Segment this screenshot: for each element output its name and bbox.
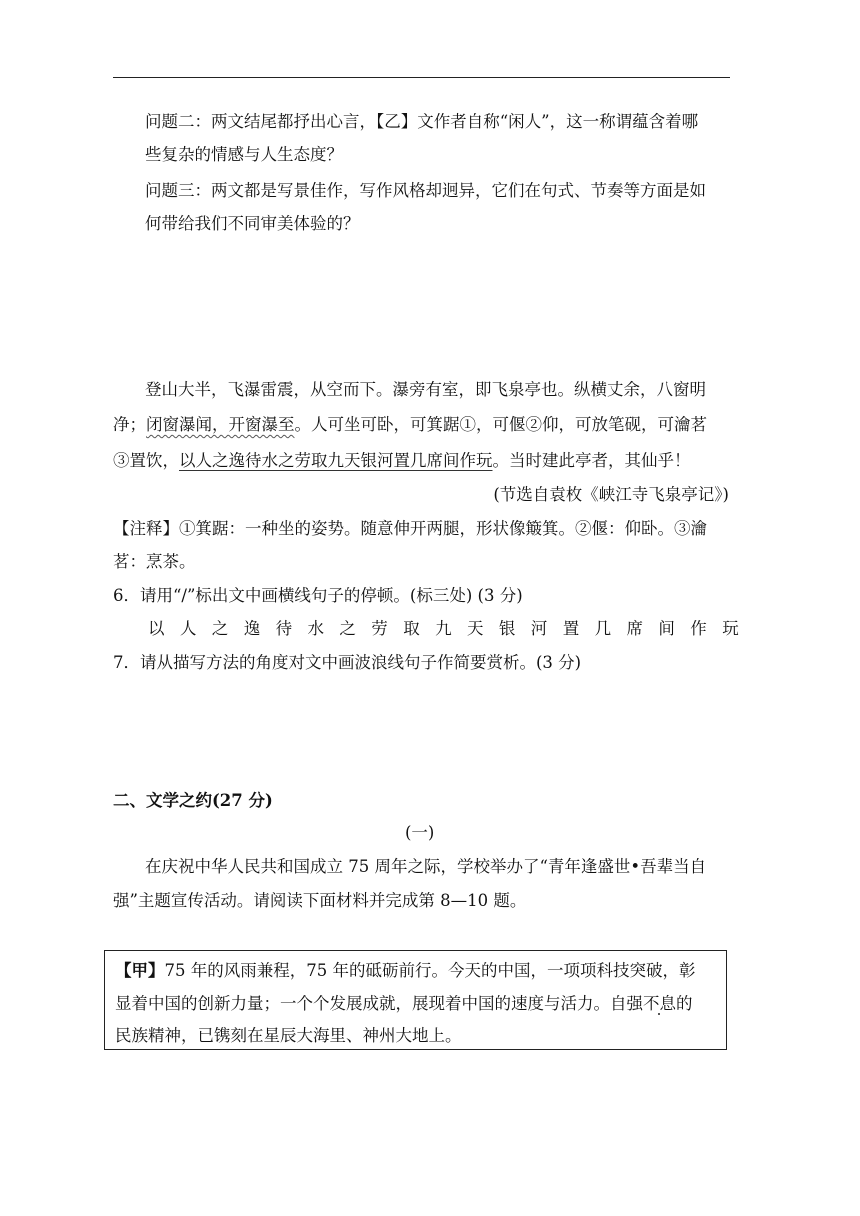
passage-line-2 bbox=[113, 414, 707, 436]
section-2-heading: 二、文学之约(27 分) bbox=[113, 791, 273, 810]
question-6-sentence: 以人之逸待水之劳取九天银河置几席间作玩 bbox=[148, 619, 755, 638]
question-2-line-2: 些复杂的情感与人生态度？ bbox=[145, 145, 343, 164]
passage-line-1: 登山大半，飞瀑雷震，从空而下。瀑旁有室，即飞泉亭也。纵横丈余，八窗明 bbox=[145, 380, 706, 399]
passage-line-2-start: 净； bbox=[113, 415, 146, 434]
question-2-line-1: 问题二：两文结尾都抒出心言，【乙】文作者自称“闲人”，这一称谓蕴含着哪 bbox=[145, 112, 699, 131]
passage-source: (节选自袁枚《峡江寺飞泉亭记》) bbox=[493, 485, 729, 504]
passage-line-3-start: ③置饮， bbox=[113, 451, 179, 470]
question-7: 7．请从描写方法的角度对文中画波浪线句子作简要赏析。(3 分) bbox=[113, 653, 582, 672]
emphasis-dot bbox=[658, 1013, 660, 1015]
wavy-underlined-sentence: 闭窗瀑闻，开窗瀑至 bbox=[146, 415, 295, 434]
question-3-line-1: 问题三：两文都是写景佳作，写作风格却迥异，它们在句式、节奏等方面是如 bbox=[145, 181, 706, 200]
section-2-subheading: (一) bbox=[405, 823, 435, 842]
material-jia-line-2: 显着中国的创新力量；一个个发展成就，展现着中国的速度与活力。自强不息的 bbox=[115, 994, 693, 1013]
notes-line-2: 茗：烹茶。 bbox=[113, 552, 196, 571]
underlined-sentence: 以人之逸待水之劳取九天银河置几席间作玩 bbox=[179, 451, 493, 470]
material-jia-text-1: 75 年的风雨兼程，75 年的砥砺前行。今天的中国，一项项科技突破，彰 bbox=[164, 961, 696, 980]
material-jia-tag: 【甲】 bbox=[115, 961, 165, 980]
section-2-intro-line-2: 强”主题宣传活动。请阅读下面材料并完成第 8—10 题。 bbox=[113, 891, 527, 910]
question-6: 6．请用“/”标出文中画横线句子的停顿。(标三处) (3 分) bbox=[113, 586, 523, 605]
question-3-line-2: 何带给我们不同审美体验的？ bbox=[145, 214, 360, 233]
passage-line-2-end: 。人可坐可卧，可箕踞①，可偃②仰，可放笔砚，可瀹茗 bbox=[294, 415, 707, 434]
section-2-intro-line-1: 在庆祝中华人民共和国成立 75 周年之际，学校举办了“青年逢盛世•吾辈当自 bbox=[145, 857, 707, 876]
material-jia-line-1 bbox=[115, 960, 695, 982]
material-jia-line-3: 民族精神，已镌刻在星辰大海里、神州大地上。 bbox=[115, 1026, 462, 1045]
passage-line-3 bbox=[113, 450, 691, 472]
header-rule bbox=[113, 77, 730, 78]
passage-line-3-end: 。当时建此亭者，其仙乎！ bbox=[492, 451, 691, 470]
notes-line-1: 【注释】①箕踞：一种坐的姿势。随意伸开两腿，形状像簸箕。②偃：仰卧。③瀹 bbox=[113, 519, 707, 538]
